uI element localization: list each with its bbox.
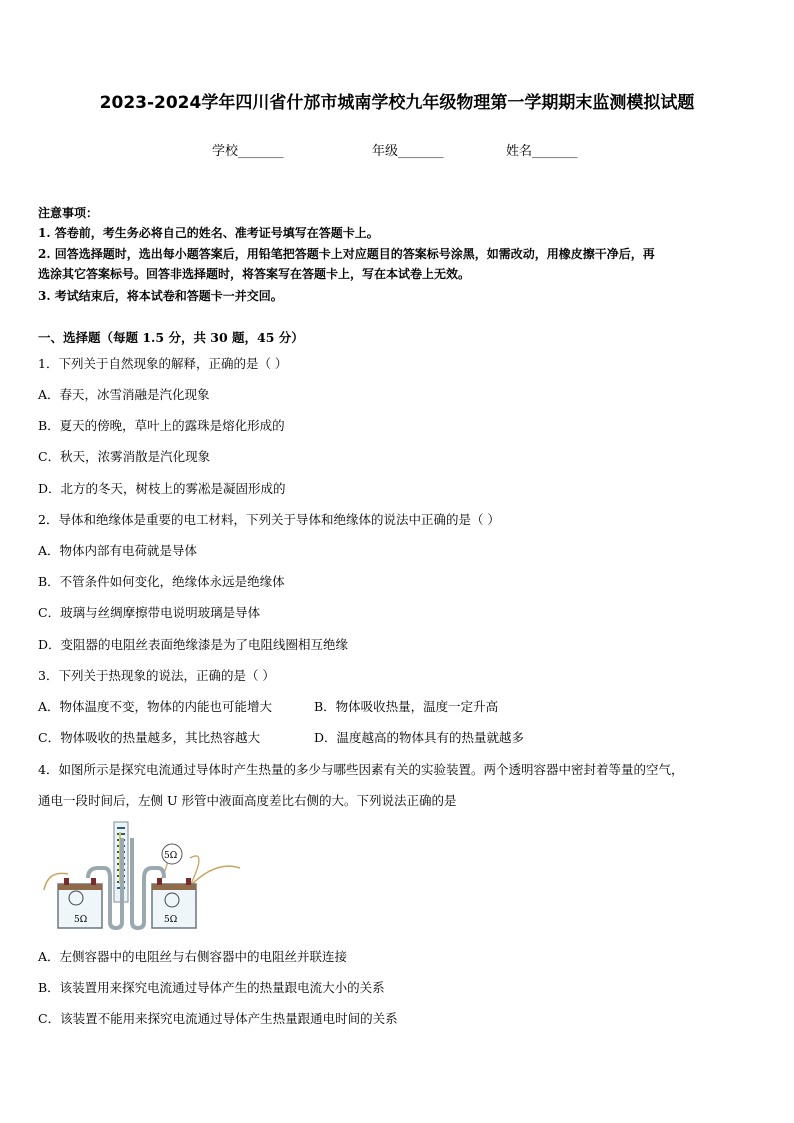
q2-stem: 2．导体和绝缘体是重要的电工材料，下列关于导体和绝缘体的说法中正确的是（ ） xyxy=(38,512,500,527)
grade-field: 年级_______ xyxy=(372,144,444,159)
outer-resistor-label: 5Ω xyxy=(164,851,178,861)
q2-option-b: B．不管条件如何变化，绝缘体永远是绝缘体 xyxy=(38,574,285,589)
right-resistor-label: 5Ω xyxy=(164,915,178,925)
experiment-figure xyxy=(40,818,250,938)
notice-item-1: 1. 答卷前，考生务必将自己的姓名、准考证号填写在答题卡上。 xyxy=(38,226,379,240)
q1-option-d: D．北方的冬天，树枝上的雾凇是凝固形成的 xyxy=(38,481,286,496)
q2-option-a: A．物体内部有电荷就是导体 xyxy=(38,543,198,558)
q1-stem: 1．下列关于自然现象的解释，正确的是（ ） xyxy=(38,356,288,371)
q1-option-c: C．秋天，浓雾消散是汽化现象 xyxy=(38,449,211,464)
q4-stem-line-2: 通电一段时间后，左侧 U 形管中液面高度差比右侧的大。下列说法正确的是 xyxy=(38,793,457,808)
q1-option-b: B．夏天的傍晚，草叶上的露珠是熔化形成的 xyxy=(38,418,285,433)
q4-stem-line-1: 4．如图所示是探究电流通过导体时产生热量的多少与哪些因素有关的实验装置。两个透明容器中密封着等量的空气， xyxy=(38,762,684,777)
notice-heading: 注意事项： xyxy=(38,206,99,220)
q2-option-d: D．变阻器的电阻丝表面绝缘漆是为了电阻线圈相互绝缘 xyxy=(38,637,349,652)
left-resistor-label: 5Ω xyxy=(74,915,88,925)
q2-option-c: C．玻璃与丝绸摩擦带电说明玻璃是导体 xyxy=(38,605,261,620)
notice-item-2: 2. 回答选择题时，选出每小题答案后，用铅笔把答题卡上对应题目的答案标号涂黑，如需改动，用橡皮擦干净后，再 xyxy=(38,247,655,261)
notice-item-3: 3. 考试结束后，将本试卷和答题卡一并交回。 xyxy=(38,289,283,303)
notice-item-2-cont: 选涂其它答案标号。回答非选择题时，将答案写在答题卡上，写在本试卷上无效。 xyxy=(38,267,471,281)
q3-stem: 3．下列关于热现象的说法，正确的是（ ） xyxy=(38,668,275,683)
name-field: 姓名_______ xyxy=(506,144,578,159)
school-field: 学校_______ xyxy=(212,144,284,159)
q4-option-b: B．该装置用来探究电流通过导体产生的热量跟电流大小的关系 xyxy=(38,980,385,995)
q3-option-b: B．物体吸收热量，温度一定升高 xyxy=(314,699,499,714)
q3-option-c: C．物体吸收的热量越多，其比热容越大 xyxy=(38,730,261,745)
q4-option-a: A．左侧容器中的电阻丝与右侧容器中的电阻丝并联连接 xyxy=(38,949,348,964)
q1-option-a: A．春天，冰雪消融是汽化现象 xyxy=(38,387,210,402)
page-title: 2023-2024学年四川省什邡市城南学校九年级物理第一学期期末监测模拟试题 xyxy=(99,93,695,113)
q4-option-c: C．该装置不能用来探究电流通过导体产生热量跟通电时间的关系 xyxy=(38,1011,398,1026)
q3-option-d: D．温度越高的物体具有的热量就越多 xyxy=(314,730,525,745)
q3-option-a: A．物体温度不变，物体的内能也可能增大 xyxy=(38,699,273,714)
section-heading: 一、选择题（每题 1.5 分，共 30 题，45 分） xyxy=(38,330,304,345)
